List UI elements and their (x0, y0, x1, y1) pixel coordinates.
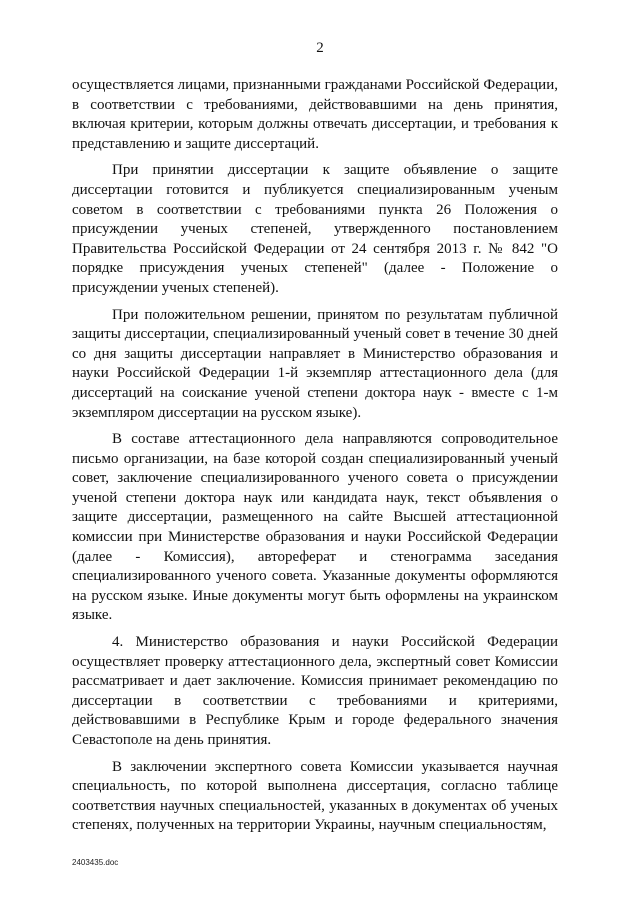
page-number: 2 (316, 40, 324, 56)
paragraph-2: При принятии диссертации к защите объявление о защите диссертации готовится и публикуется специализированным ученым советом в соответствии с требованиями пункта 26 Положения о присуждении ученых степеней, утвержденного постановлением Правительства Российской Федерации от 24 сентября 2013 г. № 842 "О порядке присуждения ученых степеней" (далее - Положение о присуждении ученых степеней). (72, 162, 558, 296)
paragraph-4: В составе аттестационного дела направляются сопроводительное письмо организации, на базе которой создан специализированный ученый совет, заключение специализированного ученого совета о присуждении ученой степени доктора наук или кандидата наук, текст объявления о защите диссертации, размещенного на сайте Высшей аттестационной комиссии при Министерстве образования и науки Российской Федерации (далее - Комиссия), автореферат и стенограмма заседания специализированного ученого совета. Указанные документы оформляются на русском языке. Иные документы могут быть оформлены на украинском языке. (72, 431, 558, 624)
paragraph-5: 4. Министерство образования и науки Российской Федерации осуществляет проверку аттестационного дела, экспертный совет Комиссии рассматривает и дает заключение. Комиссия принимает рекомендацию по диссертации в соответствии с требованиями и критериями, действовавшими в Республике Крым и городе федерального значения Севастополе на день принятия. (72, 634, 558, 748)
footer-file-code: 2403435.doc (72, 858, 119, 867)
paragraph-6: В заключении экспертного совета Комиссии указывается научная специальность, по которой выполнена диссертация, согласно таблице соответствия научных специальностей, указанных в документах об ученых степенях, полученных на территории Украины, научным специальностям, (72, 758, 558, 834)
paragraph-3: При положительном решении, принятом по результатам публичной защиты диссертации, специализированный ученый совет в течение 30 дней со дня защиты диссертации направляет в Министерство образования и науки Российской Федерации 1-й экземпляр аттестационного дела (для диссертаций на соискание ученой степени доктора наук - вместе с 1-м экземпляром диссертации на русском языке). (72, 306, 558, 421)
paragraph-1: осуществляется лицами, признанными гражданами Российской Федерации, в соответствии с требованиями, действовавшими на день принятия, включая критерии, которым должны отвечать диссертации, и требования к представлению и защите диссертаций. (72, 77, 558, 152)
document-body (72, 76, 558, 843)
